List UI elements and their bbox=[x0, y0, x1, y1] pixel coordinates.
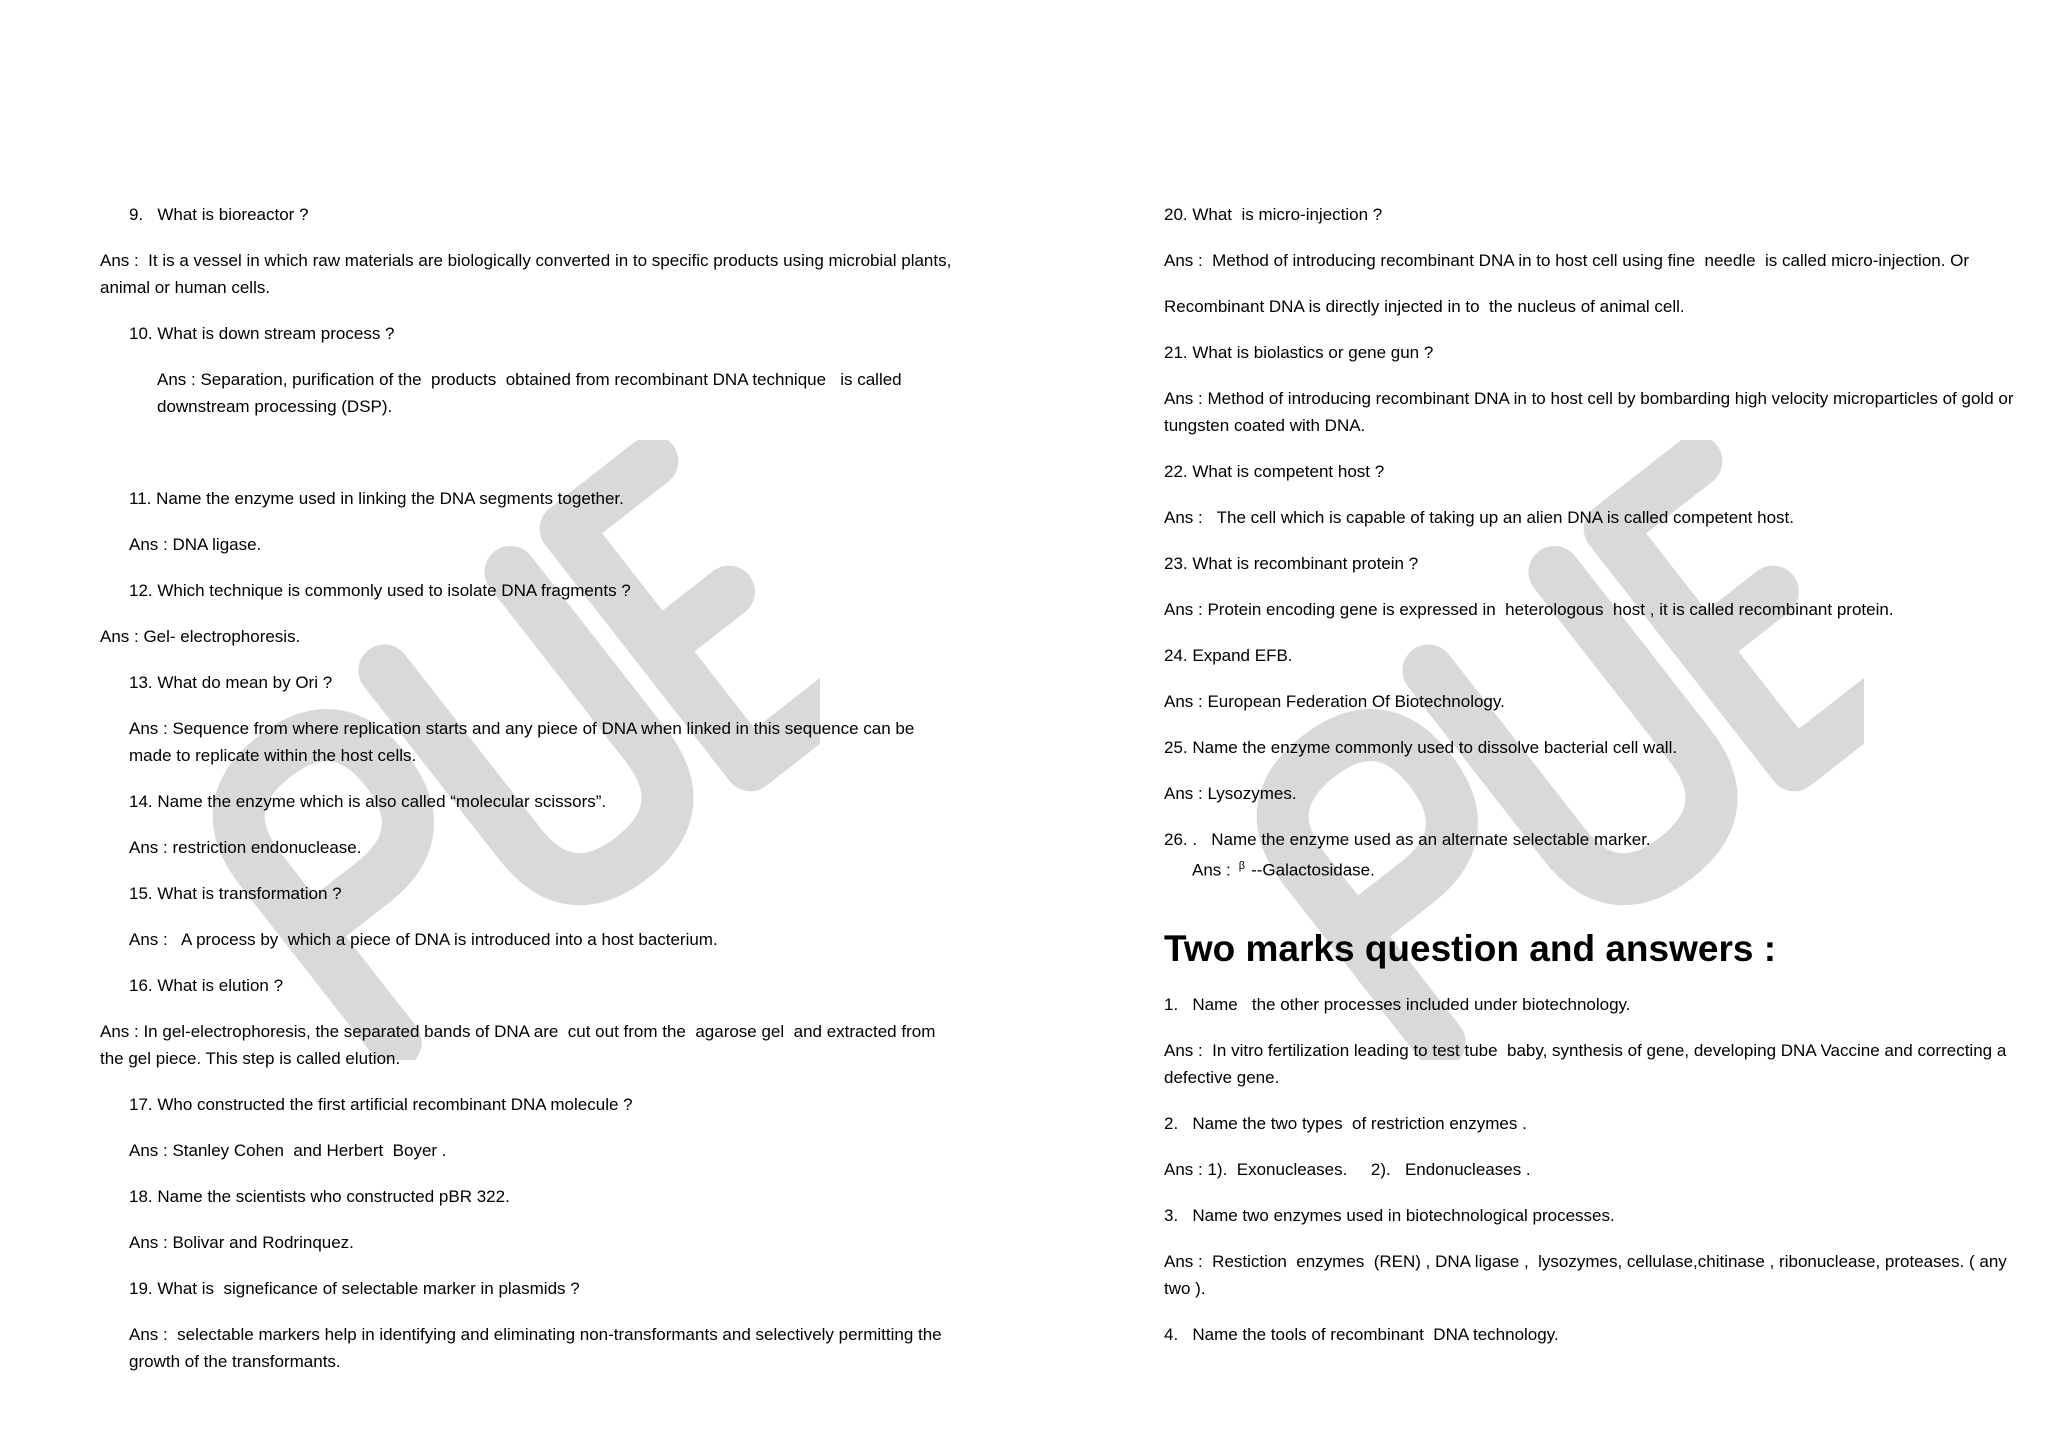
answer-26-prefix: Ans : bbox=[1192, 860, 1231, 880]
answer-20: Ans : Method of introducing recombinant DNA in to host cell using fine needle is called micro-injection. Or bbox=[1164, 251, 1970, 270]
spacer bbox=[1164, 903, 2024, 925]
right-column bbox=[1164, 201, 2024, 1367]
question-23: 23. What is recombinant protein ? bbox=[1164, 554, 1419, 573]
question-24: 24. Expand EFB. bbox=[1164, 646, 1293, 665]
question-20: 20. What is micro-injection ? bbox=[1164, 205, 1383, 224]
question-19: 19. What is signeficance of selectable marker in plasmids ? bbox=[129, 1279, 580, 1298]
beta-symbol: β bbox=[1238, 860, 1246, 872]
question-17: 17. Who constructed the first artificial recombinant DNA molecule ? bbox=[129, 1095, 633, 1114]
two-mark-answer-1: Ans : In vitro fertilization leading to test tube baby, synthesis of gene, developing DNA Vaccine and correcting a defective gene. bbox=[1164, 1040, 2012, 1087]
answer-10: Ans : Separation, purification of the products obtained from recombinant DNA technique is called downstream processing (DSP). bbox=[157, 370, 907, 416]
question-18: 18. Name the scientists who constructed pBR 322. bbox=[129, 1187, 510, 1206]
answer-14: Ans : restriction endonuclease. bbox=[129, 838, 362, 857]
answer-26 bbox=[1164, 853, 2024, 884]
spacer bbox=[100, 439, 960, 485]
two-mark-question-1: 1. Name the other processes included under biotechnology. bbox=[1164, 994, 1631, 1014]
section-heading: Two marks question and answers : bbox=[1164, 927, 1777, 969]
question-14: 14. Name the enzyme which is also called “molecular scissors”. bbox=[129, 792, 607, 811]
answer-21: Ans : Method of introducing recombinant DNA in to host cell by bombarding high velocity microparticles of gold or tungsten coated with DNA. bbox=[1164, 389, 2019, 435]
answer-16: Ans : In gel-electrophoresis, the separated bands of DNA are cut out from the agarose gel and extracted from the gel piece. This step is called elution. bbox=[100, 1022, 941, 1068]
answer-18: Ans : Bolivar and Rodrinquez. bbox=[129, 1233, 354, 1252]
answer-9: Ans : It is a vessel in which raw materials are biologically converted in to specific products using microbial plants, animal or human cells. bbox=[100, 251, 957, 297]
two-mark-question-4: 4. Name the tools of recombinant DNA technology. bbox=[1164, 1324, 1559, 1344]
question-13: 13. What do mean by Ori ? bbox=[129, 673, 333, 692]
two-mark-question-3: 3. Name two enzymes used in biotechnological processes. bbox=[1164, 1205, 1615, 1225]
answer-12: Ans : Gel- electrophoresis. bbox=[100, 627, 301, 646]
answer-22: Ans : The cell which is capable of taking up an alien DNA is called competent host. bbox=[1164, 508, 1794, 527]
answer-24: Ans : European Federation Of Biotechnology. bbox=[1164, 692, 1505, 711]
question-9: 9. What is bioreactor ? bbox=[129, 205, 309, 224]
answer-23: Ans : Protein encoding gene is expressed in heterologous host , it is called recombinant protein. bbox=[1164, 600, 1894, 619]
question-11: 11. Name the enzyme used in linking the DNA segments together. bbox=[129, 489, 624, 508]
answer-13: Ans : Sequence from where replication starts and any piece of DNA when linked in this sequence can be made to replicate within the host cells. bbox=[129, 719, 920, 765]
answer-11: Ans : DNA ligase. bbox=[129, 535, 262, 554]
two-mark-question-2: 2. Name the two types of restriction enzymes . bbox=[1164, 1113, 1527, 1133]
two-mark-answer-3: Ans : Restiction enzymes (REN) , DNA ligase , lysozymes, cellulase,chitinase , ribonuclease, proteases. ( any two ). bbox=[1164, 1251, 2012, 1298]
answer-19: Ans : selectable markers help in identifying and eliminating non-transformants and selectively permitting the growth of the transformants. bbox=[129, 1325, 947, 1371]
answer-17: Ans : Stanley Cohen and Herbert Boyer . bbox=[129, 1141, 447, 1160]
answer-26-text: --Galactosidase. bbox=[1251, 860, 1375, 880]
answer-20-alt: Recombinant DNA is directly injected in to the nucleus of animal cell. bbox=[1164, 297, 1685, 316]
question-22: 22. What is competent host ? bbox=[1164, 462, 1385, 481]
right-page bbox=[1024, 0, 2048, 1447]
left-column bbox=[100, 201, 960, 1394]
question-16: 16. What is elution ? bbox=[129, 976, 284, 995]
question-25: 25. Name the enzyme commonly used to dissolve bacterial cell wall. bbox=[1164, 738, 1678, 757]
question-10: 10. What is down stream process ? bbox=[129, 324, 395, 343]
question-26: 26. . Name the enzyme used as an alternate selectable marker. bbox=[1164, 830, 1651, 849]
answer-25: Ans : Lysozymes. bbox=[1164, 784, 1297, 803]
question-15: 15. What is transformation ? bbox=[129, 884, 342, 903]
question-12: 12. Which technique is commonly used to isolate DNA fragments ? bbox=[129, 581, 631, 600]
question-21: 21. What is biolastics or gene gun ? bbox=[1164, 343, 1434, 362]
answer-15: Ans : A process by which a piece of DNA is introduced into a host bacterium. bbox=[129, 930, 718, 949]
two-mark-answer-2: Ans : 1). Exonucleases. 2). Endonucleases . bbox=[1164, 1159, 1531, 1179]
